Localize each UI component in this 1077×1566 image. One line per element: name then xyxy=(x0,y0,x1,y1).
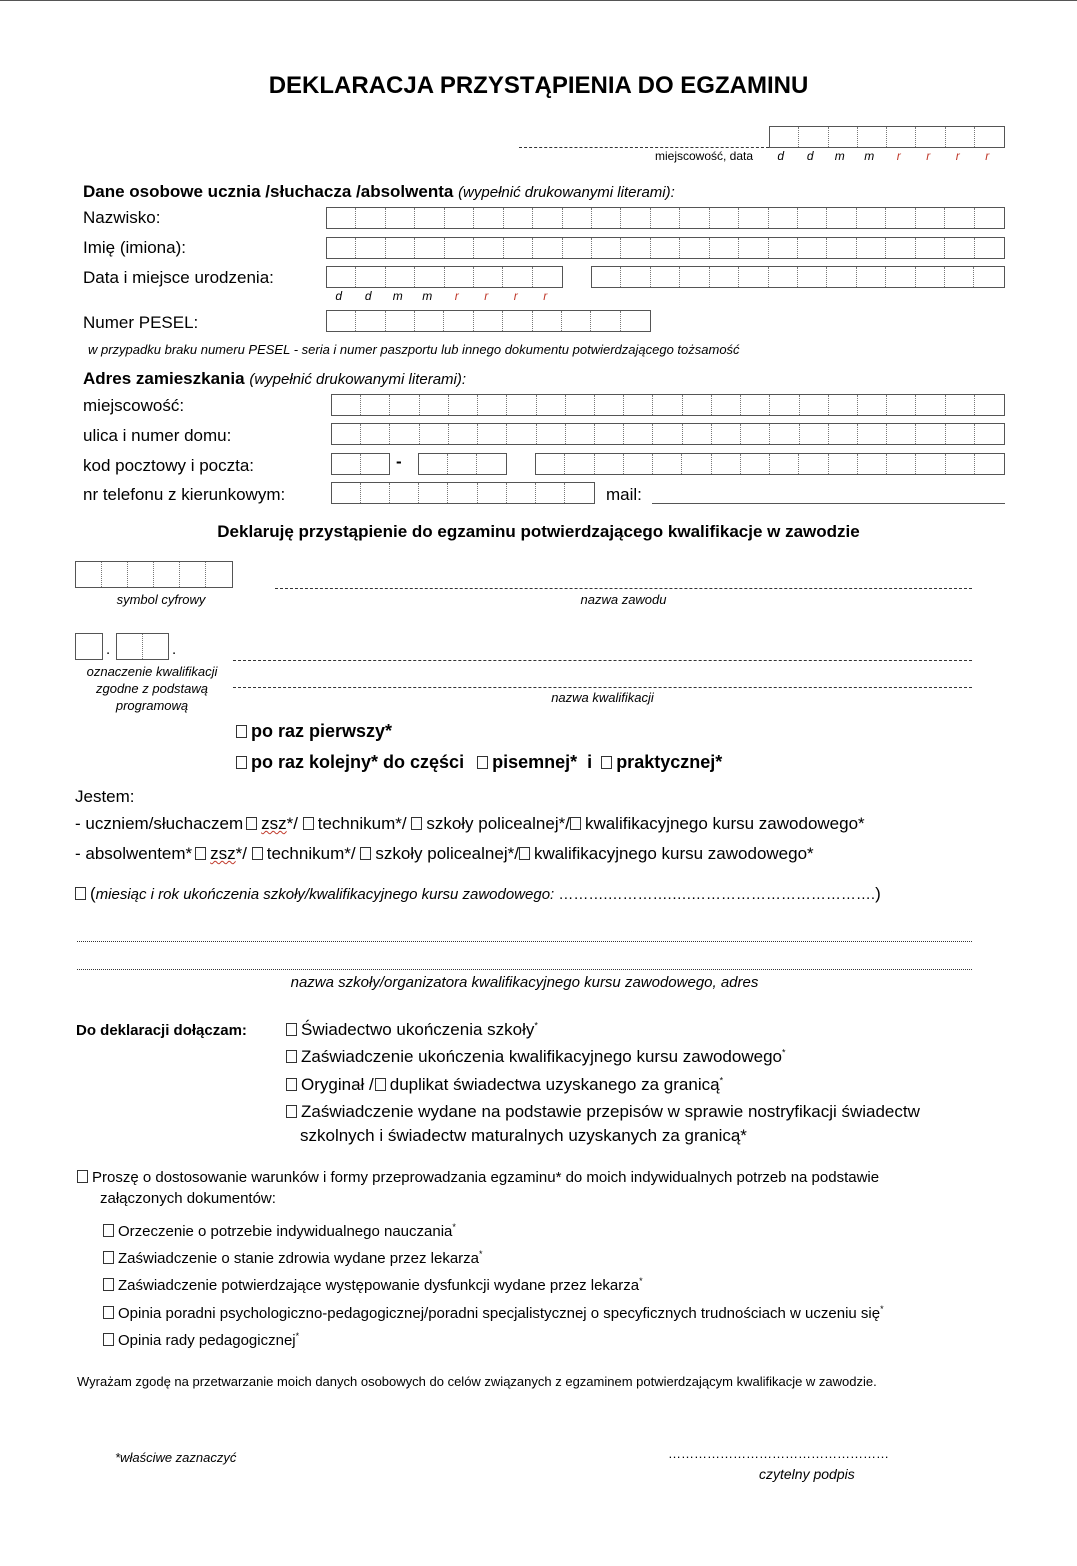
attachment-item[interactable]: Zaświadczenie wydane na podstawie przepisów w sprawie nostryfikacji świadectw xyxy=(286,1102,920,1122)
practical-checkbox[interactable] xyxy=(601,756,612,769)
student-kurs-checkbox[interactable] xyxy=(570,817,581,830)
qual-dot-1: . xyxy=(106,641,111,658)
consent-text: Wyrażam zgodę na przetwarzanie moich danych osobowych do celów związanych z egzaminem potwierdzającym kwalifikacje w zawodzie. xyxy=(77,1374,877,1389)
street-field[interactable] xyxy=(331,423,1005,445)
symbol-label: symbol cyfrowy xyxy=(116,592,206,607)
date-boxes[interactable] xyxy=(769,126,1005,148)
graduate-policealna-checkbox[interactable] xyxy=(360,847,371,860)
adjust-option[interactable]: Zaświadczenie o stanie zdrowia wydane przez lekarza* xyxy=(103,1249,483,1267)
completion-checkbox[interactable] xyxy=(75,887,86,900)
school-line-2[interactable] xyxy=(77,969,972,970)
address-heading: Adres zamieszkania (wypełnić drukowanymi literami): xyxy=(83,369,467,388)
profession-label: nazwa zawodu xyxy=(580,592,667,607)
first-time-option[interactable]: po raz pierwszy* xyxy=(236,721,392,742)
graduate-kurs-checkbox[interactable] xyxy=(519,847,530,860)
qual-code-label: oznaczenie kwalifikacji zgodne z podstawą programową xyxy=(86,664,218,713)
graduate-zsz-checkbox[interactable] xyxy=(195,847,206,860)
student-zsz-checkbox[interactable] xyxy=(246,817,257,830)
city-label: miejscowość: xyxy=(83,396,185,415)
postal-label: kod pocztowy i poczta: xyxy=(83,456,255,475)
personal-heading: Dane osobowe ucznia /słuchacza /absolwenta (wypełnić drukowanymi literami): xyxy=(83,182,675,201)
adjust-option[interactable]: Opinia rady pedagogicznej* xyxy=(103,1331,299,1349)
attachments-label: Do deklaracji dołączam: xyxy=(76,1022,247,1039)
adjust-option-checkbox[interactable] xyxy=(103,1224,114,1237)
pesel-field[interactable] xyxy=(326,310,651,332)
attachment-checkbox[interactable] xyxy=(286,1078,297,1091)
adjust-checkbox[interactable] xyxy=(77,1170,88,1183)
adjust-request[interactable]: Proszę o dostosowanie warunków i formy przeprowadzania egzaminu* do moich indywidualnych potrzeb na podstawie xyxy=(77,1169,879,1186)
jestem-label: Jestem: xyxy=(75,787,135,806)
date-letters: d d m m r r r r xyxy=(777,149,990,163)
surname-label: Nazwisko: xyxy=(83,208,161,227)
place-line[interactable] xyxy=(519,147,769,148)
pesel-label: Numer PESEL: xyxy=(83,313,199,332)
first-name-field[interactable] xyxy=(326,237,1005,259)
attachment-item[interactable]: Zaświadczenie ukończenia kwalifikacyjnego kursu zawodowego* xyxy=(286,1047,786,1067)
attachment-item[interactable]: Oryginał / duplikat świadectwa uzyskanego za granicą* xyxy=(286,1075,723,1095)
adjust-option[interactable]: Zaświadczenie potwierdzające występowanie dysfunkcji wydane przez lekarza* xyxy=(103,1276,643,1294)
signature-label: czytelny podpis xyxy=(759,1466,855,1482)
birth-label: Data i miejsce urodzenia: xyxy=(83,268,274,287)
first-time-checkbox[interactable] xyxy=(236,725,247,738)
qual-name-line-2[interactable] xyxy=(233,687,972,688)
signature-line[interactable]: …………………………………………… xyxy=(668,1446,889,1461)
qual-dot-2: . xyxy=(172,641,177,658)
declaration-heading: Deklaruję przystąpienie do egzaminu potwierdzającego kwalifikacje w zawodzie xyxy=(217,522,860,541)
mail-field[interactable] xyxy=(652,503,1005,504)
footnote: *właściwe zaznaczyć xyxy=(115,1450,237,1465)
graduate-technikum-checkbox[interactable] xyxy=(252,847,263,860)
qual-code-part1[interactable] xyxy=(75,633,103,660)
qual-code-part2[interactable] xyxy=(116,633,169,660)
student-line: - uczniem/słuchaczem zsz*/ technikum*/ szkoły policealnej*/ kwalifikacyjnego kursu zawodowego* xyxy=(75,814,865,833)
postal-code-part1[interactable] xyxy=(331,453,390,475)
first-name-label: Imię (imiona): xyxy=(83,238,186,257)
post-office-field[interactable] xyxy=(535,453,1005,475)
attachment-checkbox[interactable] xyxy=(286,1050,297,1063)
page-title: DEKLARACJA PRZYSTĄPIENIA DO EGZAMINU xyxy=(268,72,809,99)
next-time-checkbox[interactable] xyxy=(236,756,247,769)
attachment-item-continued: szkolnych i świadectw maturalnych uzyskanych za granicą* xyxy=(300,1126,747,1145)
birth-place-field[interactable] xyxy=(591,266,1005,288)
birth-date-letters: d d m m r r r r xyxy=(335,289,548,303)
profession-line[interactable] xyxy=(275,588,972,589)
adjust-option-checkbox[interactable] xyxy=(103,1278,114,1291)
adjust-request-line2: załączonych dokumentów: xyxy=(100,1190,276,1207)
school-name-label: nazwa szkoły/organizatora kwalifikacyjnego kursu zawodowego, adres xyxy=(290,974,759,991)
place-date-label: miejscowość, data xyxy=(655,149,754,163)
mail-label: mail: xyxy=(606,485,642,504)
postal-dash: - xyxy=(396,452,402,471)
street-label: ulica i numer domu: xyxy=(83,426,232,445)
school-line-1[interactable] xyxy=(77,941,972,942)
city-field[interactable] xyxy=(331,394,1005,416)
attachment-checkbox[interactable] xyxy=(286,1023,297,1036)
attachment-item[interactable]: Świadectwo ukończenia szkoły* xyxy=(286,1020,538,1040)
qual-name-line-1[interactable] xyxy=(233,660,972,661)
symbol-field[interactable] xyxy=(75,561,233,588)
student-technikum-checkbox[interactable] xyxy=(303,817,314,830)
adjust-option-checkbox[interactable] xyxy=(103,1251,114,1264)
birth-date-field[interactable] xyxy=(326,266,563,288)
graduate-line: - absolwentem* zsz*/ technikum*/ szkoły policealnej*/ kwalifikacyjnego kursu zawodowego* xyxy=(75,844,814,863)
phone-field[interactable] xyxy=(331,482,595,504)
duplicate-checkbox[interactable] xyxy=(375,1078,386,1091)
adjust-option[interactable]: Opinia poradni psychologiczno-pedagogicznej/poradni specjalistycznej o specyficznych trudnościach w uczeniu się* xyxy=(103,1304,884,1322)
top-border xyxy=(0,0,1077,1)
student-policealna-checkbox[interactable] xyxy=(411,817,422,830)
adjust-option[interactable]: Orzeczenie o potrzebie indywidualnego nauczania* xyxy=(103,1222,456,1240)
completion-line[interactable]: (miesiąc i rok ukończenia szkoły/kwalifikacyjnego kursu zawodowego: ……….………….….……………………………….) xyxy=(75,884,881,904)
phone-label: nr telefonu z kierunkowym: xyxy=(83,485,286,504)
pesel-note: w przypadku braku numeru PESEL - seria i numer paszportu lub innego dokumentu potwierdzającego tożsamość xyxy=(88,342,740,357)
adjust-option-checkbox[interactable] xyxy=(103,1306,114,1319)
adjust-option-checkbox[interactable] xyxy=(103,1333,114,1346)
surname-field[interactable] xyxy=(326,207,1005,229)
attachment-checkbox[interactable] xyxy=(286,1105,297,1118)
postal-code-part2[interactable] xyxy=(418,453,507,475)
qual-name-label: nazwa kwalifikacji xyxy=(551,690,654,705)
next-time-option[interactable]: po raz kolejny* do części pisemnej* i praktycznej* xyxy=(236,752,722,773)
written-checkbox[interactable] xyxy=(477,756,488,769)
